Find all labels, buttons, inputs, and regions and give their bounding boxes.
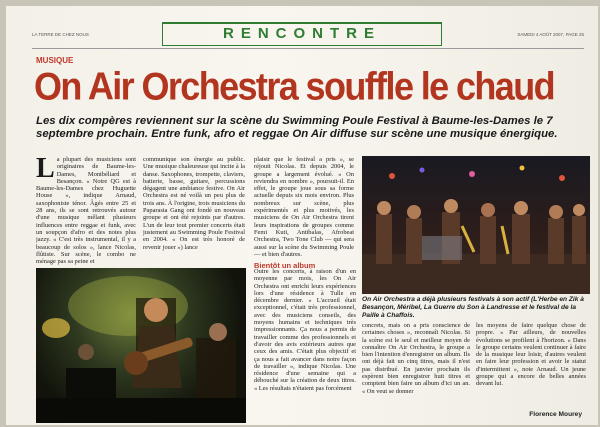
lead-paragraph: Les dix compères reviennent sur la scène du Swimming Poule Festival à Baume-les-Dames le 7 septembre prochain. Entre funk, afro et reggae On Air diffuse sur scène une musique énergique.: [36, 115, 558, 140]
article-column-2: communique son énergie au public. Une musique chaleureuse qui incite à la danse. Saxophones, trompette, claviers, batterie, basse, guitare, percussions dégagent une ambiance festive. On Air Orchestra est né voilà un peu plus de trois ans. À l'origine, trois musiciens du Paparasta Gang ont fondé un nouveau groupe et ont été rejoints par d'autres. L'un de leur tout premier concerts était justement au Swimming Poule Festival en 2004. « On est très honoré de revenir jouer ») lance: [143, 156, 245, 251]
subheading: Bientôt un album: [254, 261, 316, 270]
headline: On Air Orchestra souffle le chaud: [34, 64, 555, 109]
issue-date: SAMEDI 4 AOÛT 2007, PAGE 25: [517, 32, 584, 37]
photo-guitarist-illustration: [36, 268, 246, 423]
newspaper-page: [6, 6, 598, 425]
concert-photo-guitarist: [36, 268, 246, 423]
header-rule: [32, 48, 584, 49]
column-1-text: a plupart des musiciens sont originaires de Baume-les-Dames, Montbéliard et Besançon. « Notre QG est à Baume-les-Dames chez Huguette House », indique Arnaud, saxophoniste ténor. Âgés entre 25 et 28 ans, ils se sont retrouvés autour d'une musique mêlant plusieurs influences entre reggae et funk, avec un soupçon d'afro et des notes plus jazzy. « C'est très instrumental, il y a beaucoup de solos », lance Nicolas, flûtiste. Sur scène, le combo ne ménage pas sa peine et: [36, 156, 136, 266]
article-column-5: les moyens de faire quelque chose de propre. » Par ailleurs, de nouvelles évolutions se profilent à l'horizon. « Dans le groupe certains veulent continuer à faire de la musique leur loisir, d'autres veulent en faire leur profession et avoir le statut d'intermittent », note Arnaud. Un jeune groupe qui a encore de belles années devant lui.: [476, 322, 586, 388]
drop-cap: L: [36, 156, 55, 184]
article-column-3b: Outre les concerts, à raison d'un en moyenne par mois, les On Air Orchestra ont enrichi leurs expériences lors d'une résidence à Tulle en décembre dernier. « L'accueil était exceptionnel, c'était très professionnel, avec des musiciens conseils, des moyens humains et techniques très impressionnants. Ça nous a permis de travailler comme des professionnels et d'avoir des avis extérieurs autres que ceux des amis. C'était plus objectif et ça nous a fait avancer dans notre façon de travailler », indique Nicolas. Une résidence d'une semaine qui a débouché sur la création de deux titres. « Les résultats n'étaient pas forcément: [254, 268, 356, 392]
photo-band-illustration: [362, 156, 590, 294]
photo-caption: On Air Orchestra a déjà plusieurs festivals à son actif (L'Herbe en Zik à Besançon, Méribel, La Guerre du Son à Landresse et le festival de la Paille à Chaffois.: [362, 296, 584, 319]
author-signature: Florence Mourey: [529, 411, 582, 418]
article-column-3: plaisir que le festival a pris », se réjouit Nicolas. Et depuis 2004, le groupe a largement évolué. « On reviendra en nombre », poursuit-il. En effet, le groupe joue sous sa forme actuelle depuis six mois environ. Plus nombreux sur scène, plus expérimentés et plus motivés, les musiciens de On Air Orchestra tirent leurs inspirations de groupes comme Femi Kuti, Antibalas, Afrobeat Orchestra, Two Tone Club — qui sera aussi sur la scène du Swimming Poule — et bien d'autres.: [254, 156, 354, 258]
concert-photo-band: [362, 156, 590, 294]
article-column-1: [36, 156, 136, 266]
rubric-banner: [162, 22, 442, 46]
newspaper-name: LA TERRE DE CHEZ NOUS: [32, 32, 89, 37]
article-column-4: concrets, mais on a pris conscience de certaines choses », reconnaît Nicolas. Si la scène est le seul et meilleur moyen de connaître On Air Orchestra, le groupe a bien l'intention d'enregistrer un album. Ils ont déjà fait un cinq titres, mais il n'est pas distribué. En janvier prochain ils espèrent bien enregistrer huit titres et comptent bien faire un album d'ici un an. « On veut se donner: [362, 322, 470, 395]
section-label: MUSIQUE: [36, 56, 74, 65]
rubric-label: RENCONTRE: [222, 25, 381, 42]
